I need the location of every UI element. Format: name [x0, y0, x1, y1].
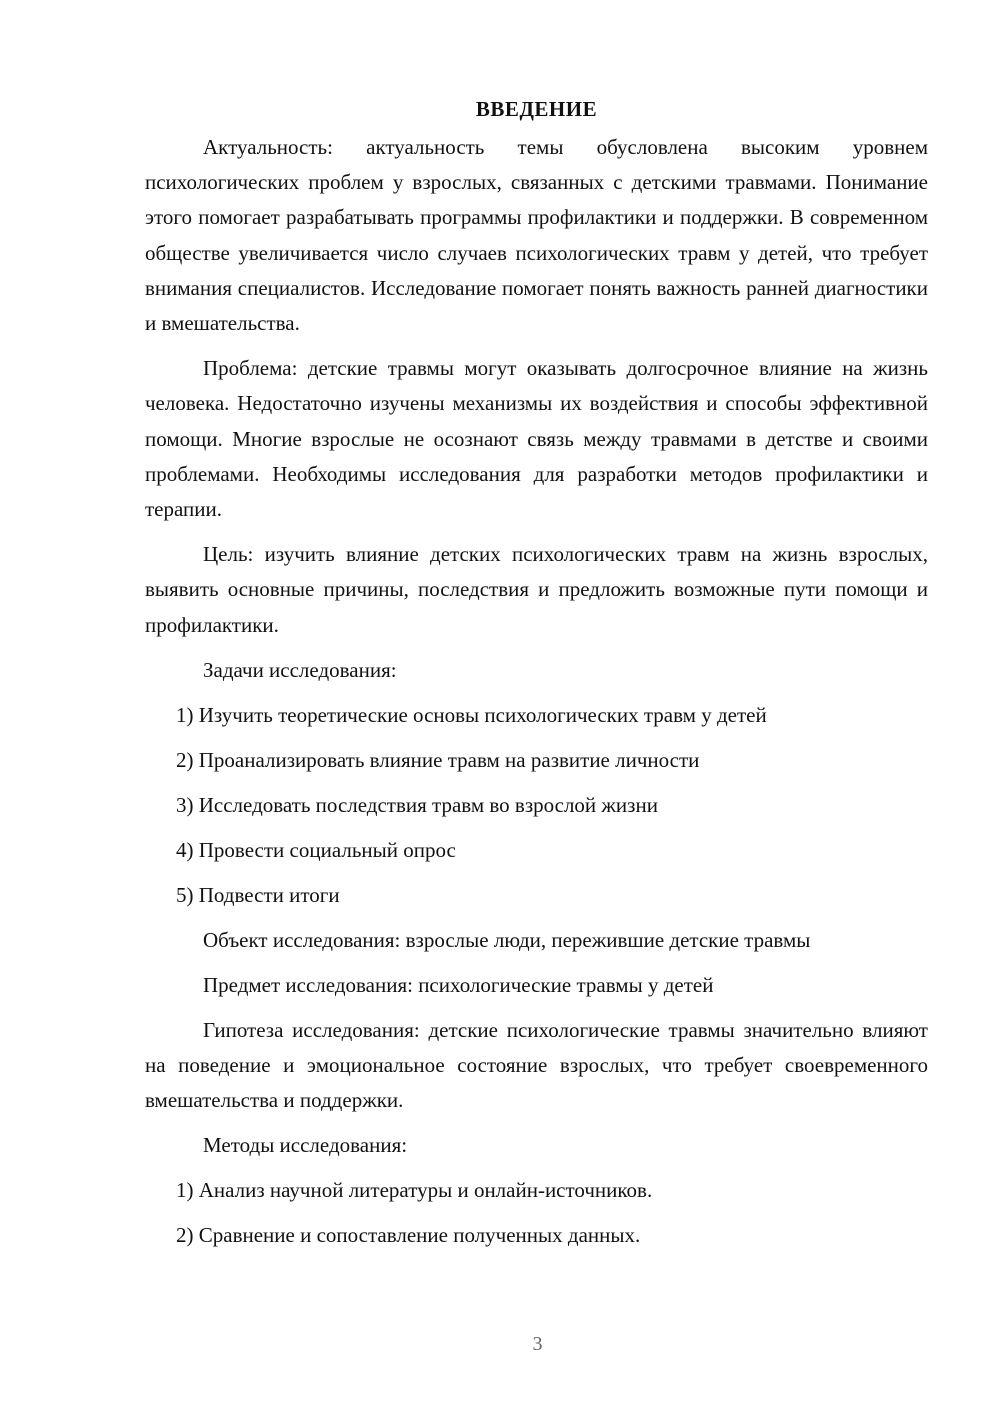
- research-object: Объект исследования: взрослые люди, пережившие детские травмы: [203, 927, 811, 952]
- task-item: 3) Исследовать последствия травм во взрослой жизни: [176, 792, 658, 817]
- goal-paragraph: Цель: изучить влияние детских психологических травм на жизнь взрослых, выявить основные причины, последствия и предложить возможные пути помощи и профилактики.: [145, 542, 928, 637]
- methods-title: Методы исследования:: [203, 1133, 408, 1158]
- section-heading: ВВЕДЕНИЕ: [475, 97, 598, 121]
- research-subject: Предмет исследования: психологические травмы у детей: [203, 972, 714, 997]
- task-item: 5) Подвести итоги: [176, 882, 340, 907]
- page-number: 3: [532, 1333, 543, 1355]
- document-page: [145, 92, 928, 1263]
- method-item: 1) Анализ научной литературы и онлайн-источников.: [176, 1178, 653, 1203]
- tasks-title: Задачи исследования:: [203, 657, 397, 682]
- hypothesis-paragraph: Гипотеза исследования: детские психологические травмы значительно влияют на поведение и эмоциональное состояние взрослых, что требует своевременного вмешательства и поддержки.: [145, 1017, 928, 1113]
- relevance-paragraph: Актуальность: актуальность темы обусловлена высоким уровнем психологических проблем у взрослых, связанных с детскими травмами. Понимание этого помогает разрабатывать программы профилактики и поддержки. В современном обществе увеличивается число случаев психологических травм у детей, что требует внимания специалистов. Исследование помогает понять важность ранней диагностики и вмешательства.: [145, 135, 928, 336]
- task-item: 1) Изучить теоретические основы психологических травм у детей: [176, 702, 767, 727]
- task-item: 2) Проанализировать влияние травм на развитие личности: [176, 747, 700, 772]
- method-item: 2) Сравнение и сопоставление полученных данных.: [176, 1223, 641, 1248]
- problem-paragraph: Проблема: детские травмы могут оказывать долгосрочное влияние на жизнь человека. Недостаточно изучены механизмы их воздействия и способы эффективной помощи. Многие взрослые не осознают связь между травмами в детстве и своими проблемами. Необходимы исследования для разработки методов профилактики и терапии.: [145, 356, 928, 522]
- task-item: 4) Провести социальный опрос: [176, 837, 456, 862]
